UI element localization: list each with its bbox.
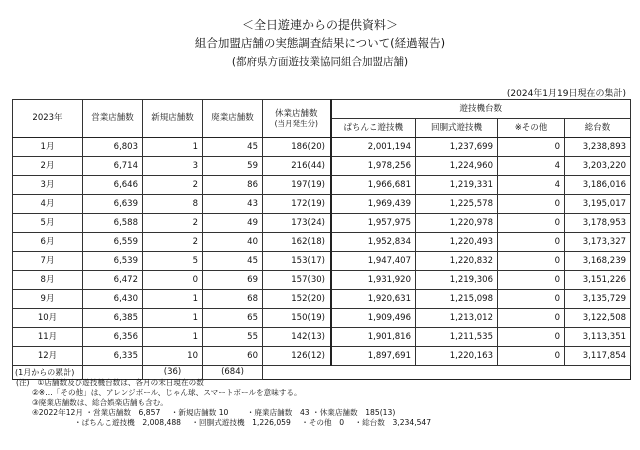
closed-stores-cell: 59 (203, 157, 263, 176)
open-stores-cell: 6,588 (83, 214, 143, 233)
suspended-count: 153 (291, 255, 308, 266)
table-row (13, 138, 631, 157)
month-cell: 5月 (13, 214, 83, 233)
table-row (13, 328, 631, 347)
other-header: ※その他 (498, 119, 565, 138)
closed-stores-cell: 45 (203, 138, 263, 157)
other-cell: 0 (498, 214, 565, 233)
closed-stores-cell: 40 (203, 233, 263, 252)
total-cell: 3,186,016 (565, 176, 631, 195)
note-1: ①店舗数及び遊技機台数は、各月の末日現在の数 (37, 378, 204, 387)
other-cell: 0 (498, 233, 565, 252)
month-cell: 4月 (13, 195, 83, 214)
slot-cell: 1,220,163 (416, 347, 498, 366)
other-cell: 0 (498, 309, 565, 328)
pachinko-cell: 1,957,975 (331, 214, 416, 233)
suspended-stores-cell (263, 157, 331, 176)
suspended-stores-cell (263, 195, 331, 214)
table-row (13, 233, 631, 252)
suspended-stores-cell (263, 176, 331, 195)
closed-stores-header: 廃業店舗数 (203, 100, 263, 138)
note-2: ②※…「その他」は、アレンジボール、じゃん球、スマートボールを意味する。 (32, 388, 302, 397)
closed-stores-cell: 60 (203, 347, 263, 366)
open-stores-cell: 6,803 (83, 138, 143, 157)
open-stores-cell: 6,714 (83, 157, 143, 176)
note-row (16, 418, 431, 428)
suspended-count: 172 (291, 198, 308, 209)
month-cell: 6月 (13, 233, 83, 252)
table-row (13, 347, 631, 366)
new-stores-cell: 2 (143, 176, 203, 195)
pachinko-cell: 1,897,691 (331, 347, 416, 366)
note-4-open: ・営業店舗数 6,857 (85, 408, 161, 417)
suspended-new-count: (17) (307, 255, 325, 266)
pachinko-cell: 1,947,407 (331, 252, 416, 271)
closed-stores-cell: 65 (203, 309, 263, 328)
note-row (16, 378, 431, 388)
closed-stores-cell: 43 (203, 195, 263, 214)
suspended-new-count: (44) (307, 160, 325, 171)
suspended-new-count: (20) (307, 293, 325, 304)
slot-cell: 1,224,960 (416, 157, 498, 176)
total-cell: 3,238,893 (565, 138, 631, 157)
open-stores-cell: 6,646 (83, 176, 143, 195)
slot-cell: 1,225,578 (416, 195, 498, 214)
note-3: ③廃業店舗数は、総合娯楽店舗も含む。 (32, 398, 168, 407)
suspended-stores-cell (263, 252, 331, 271)
other-cell: 0 (498, 347, 565, 366)
notes-prefix: (注) (16, 378, 30, 387)
suspended-stores-cell (263, 347, 331, 366)
table-row (13, 195, 631, 214)
closed-stores-cell: 55 (203, 328, 263, 347)
document-source: (都府県方面遊技業協同組合加盟店舗) (231, 56, 409, 68)
note-4-suspended: ・休業店舗数 185(13) (312, 408, 396, 417)
other-cell: 4 (498, 176, 565, 195)
pachinko-cell: 1,909,496 (331, 309, 416, 328)
suspended-stores-cell (263, 271, 331, 290)
open-stores-cell: 6,430 (83, 290, 143, 309)
note-4-pachinko: ・ぱちんこ遊技機 2,008,488 (74, 418, 181, 427)
suspended-new-count: (12) (307, 350, 325, 361)
note-4-other: ・その他 0 (301, 418, 345, 427)
suspended-count: 142 (291, 331, 308, 342)
suspended-count: 162 (291, 236, 308, 247)
suspended-stores-cell (263, 309, 331, 328)
suspended-new-count: (30) (307, 274, 325, 285)
blank-cell (498, 366, 565, 380)
other-cell: 0 (498, 195, 565, 214)
machines-group-header: 遊技機台数 (331, 100, 631, 119)
closed-stores-cell: 49 (203, 214, 263, 233)
table-row (13, 309, 631, 328)
pachinko-cell: 2,001,194 (331, 138, 416, 157)
slot-cell: 1,219,306 (416, 271, 498, 290)
blank-cell (565, 366, 631, 380)
note-4-closed: ・廃業店舗数 43 (246, 408, 310, 417)
new-stores-cell: 1 (143, 328, 203, 347)
suspended-stores-cell (263, 138, 331, 157)
month-cell: 1月 (13, 138, 83, 157)
suspended-new-count: (13) (307, 331, 325, 342)
new-stores-cell: 3 (143, 157, 203, 176)
open-stores-cell: 6,385 (83, 309, 143, 328)
new-stores-cell: 1 (143, 138, 203, 157)
total-cell: 3,135,729 (565, 290, 631, 309)
open-stores-cell: 6,539 (83, 252, 143, 271)
as-of-date: (2024年1月19日現在の集計) (506, 89, 626, 99)
open-stores-cell: 6,335 (83, 347, 143, 366)
suspended-count: 173 (291, 217, 308, 228)
slot-header: 回胴式遊技機 (416, 119, 498, 138)
suspended-new-count: (24) (307, 217, 325, 228)
year-header: 2023年 (13, 100, 83, 138)
new-stores-cell: 0 (143, 271, 203, 290)
table-row (13, 214, 631, 233)
month-cell: 2月 (13, 157, 83, 176)
slot-cell: 1,237,699 (416, 138, 498, 157)
new-stores-cell: 5 (143, 252, 203, 271)
note-4-label: ④2022年12月 (32, 408, 83, 417)
month-cell: 8月 (13, 271, 83, 290)
suspended-count: 126 (291, 350, 308, 361)
table-body (13, 138, 631, 380)
open-stores-cell: 6,639 (83, 195, 143, 214)
suspended-new-count: (20) (307, 141, 325, 152)
total-cell: 3,178,953 (565, 214, 631, 233)
suspended-count: 216 (291, 160, 308, 171)
total-cell: 3,122,508 (565, 309, 631, 328)
suspended-new-count: (19) (307, 312, 325, 323)
pachinko-cell: 1,931,920 (331, 271, 416, 290)
table-row (13, 290, 631, 309)
suspended-count: 157 (291, 274, 308, 285)
document-subtitle: 組合加盟店舗の実態調査結果について(経過報告) (194, 36, 446, 50)
total-header: 総台数 (565, 119, 631, 138)
table-row (13, 271, 631, 290)
new-stores-cell: 8 (143, 195, 203, 214)
suspended-new-count: (19) (307, 179, 325, 190)
total-cell: 3,151,226 (565, 271, 631, 290)
total-cell: 3,203,220 (565, 157, 631, 176)
closed-stores-cell: 45 (203, 252, 263, 271)
new-stores-cell: 10 (143, 347, 203, 366)
note-4-total: ・総台数 3,234,547 (354, 418, 432, 427)
new-stores-cell: 1 (143, 290, 203, 309)
other-cell: 0 (498, 271, 565, 290)
table-row (13, 176, 631, 195)
new-stores-cell: 1 (143, 309, 203, 328)
note-4-slot: ・回胴式遊技機 1,226,059 (191, 418, 291, 427)
suspended-count: 197 (291, 179, 308, 190)
month-cell: 12月 (13, 347, 83, 366)
suspended-count: 152 (291, 293, 308, 304)
other-cell: 0 (498, 252, 565, 271)
cumulative-new: (36) (143, 366, 203, 380)
month-cell: 10月 (13, 309, 83, 328)
closed-stores-cell: 86 (203, 176, 263, 195)
suspended-stores-cell (263, 328, 331, 347)
pachinko-cell: 1,920,631 (331, 290, 416, 309)
suspended-stores-label: 休業店舗数 (274, 108, 318, 119)
other-cell: 0 (498, 328, 565, 347)
total-cell: 3,173,327 (565, 233, 631, 252)
month-cell: 11月 (13, 328, 83, 347)
suspended-stores-cell (263, 214, 331, 233)
note-row (16, 408, 431, 418)
suspended-stores-cell (263, 290, 331, 309)
total-cell: 3,195,017 (565, 195, 631, 214)
slot-cell: 1,211,535 (416, 328, 498, 347)
pachinko-cell: 1,978,256 (331, 157, 416, 176)
new-stores-cell: 2 (143, 233, 203, 252)
suspended-stores-header (263, 100, 331, 138)
slot-cell: 1,219,331 (416, 176, 498, 195)
other-cell: 0 (498, 138, 565, 157)
slot-cell: 1,213,012 (416, 309, 498, 328)
pachinko-cell: 1,966,681 (331, 176, 416, 195)
open-stores-cell: 6,356 (83, 328, 143, 347)
table-row (13, 252, 631, 271)
total-cell: 3,117,854 (565, 347, 631, 366)
slot-cell: 1,220,493 (416, 233, 498, 252)
total-cell: 3,113,351 (565, 328, 631, 347)
note-4-new: ・新規店舗数 10 (170, 408, 229, 417)
month-cell: 9月 (13, 290, 83, 309)
suspended-count: 186 (291, 141, 308, 152)
suspended-new-count: (18) (307, 236, 325, 247)
month-cell: 7月 (13, 252, 83, 271)
suspended-count: 150 (291, 312, 308, 323)
new-stores-header: 新規店舗数 (143, 100, 203, 138)
suspended-stores-sublabel: (当月発生分) (274, 119, 318, 128)
pachinko-cell: 1,952,834 (331, 233, 416, 252)
cumulative-closed: (684) (203, 366, 263, 380)
suspended-new-count: (19) (307, 198, 325, 209)
slot-cell: 1,215,098 (416, 290, 498, 309)
other-cell: 0 (498, 290, 565, 309)
open-stores-cell: 6,559 (83, 233, 143, 252)
open-stores-header: 営業店舗数 (83, 100, 143, 138)
suspended-stores-cell (263, 233, 331, 252)
pachinko-cell: 1,969,439 (331, 195, 416, 214)
slot-cell: 1,220,978 (416, 214, 498, 233)
notes-section (16, 378, 431, 428)
table-row (13, 157, 631, 176)
total-cell: 3,168,239 (565, 252, 631, 271)
open-stores-cell: 6,472 (83, 271, 143, 290)
cumulative-label: (1月からの累計) (13, 366, 83, 380)
store-survey-table (12, 99, 631, 380)
document-title: ＜全日遊連からの提供資料＞ (241, 18, 398, 32)
new-stores-cell: 2 (143, 214, 203, 233)
closed-stores-cell: 69 (203, 271, 263, 290)
month-cell: 3月 (13, 176, 83, 195)
closed-stores-cell: 68 (203, 290, 263, 309)
pachinko-header: ぱちんこ遊技機 (331, 119, 416, 138)
pachinko-cell: 1,901,816 (331, 328, 416, 347)
other-cell: 4 (498, 157, 565, 176)
slot-cell: 1,220,832 (416, 252, 498, 271)
